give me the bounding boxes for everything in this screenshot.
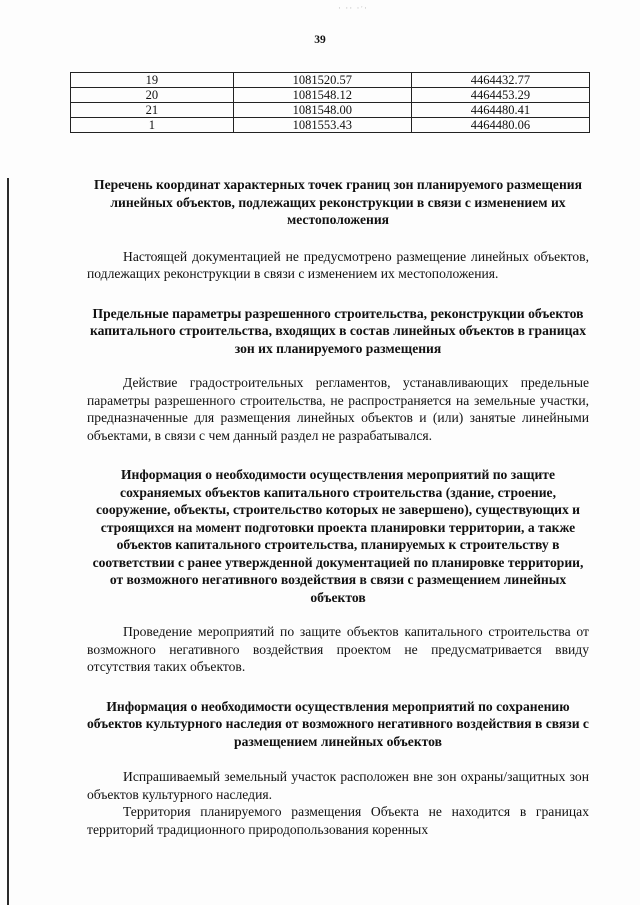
- section-paragraph-heritage: Испрашиваемый земельный участок расположен вне зон охраны/защитных зон объектов культурного наследия.: [87, 769, 589, 802]
- x-coordinate-cell: 1081520.57: [233, 73, 411, 88]
- x-coordinate-cell: 1081548.12: [233, 88, 411, 103]
- point-cell: 19: [71, 73, 234, 88]
- table-row: [71, 88, 590, 103]
- section-heading-coordinates: Перечень координат характерных точек границ зон планируемого размещения линейных объектов, подлежащих реконструкции в связи с изменением их местоположения: [94, 177, 582, 227]
- section-heading-parameters: Предельные параметры разрешенного строительства, реконструкции объектов капитального строительства, входящих в состав линейных объектов в границах зон их планируемого размещения: [89, 305, 587, 356]
- section-paragraph-coordinates: Настоящей документацией не предусмотрено размещение линейных объектов, подлежащих реконструкции в связи с изменением их местоположения.: [87, 248, 589, 281]
- section-heading-protection: Информация о необходимости осуществления мероприятий по защите сохраняемых объектов капитального строительства (здание, строение, сооружение, объекты, строительство которых не завершено), существующих и строящихся на момент подготовки проекта планировки территории, а также объектов капитального строительства, планируемых к строительству в соответствии с ранее утвержденной документацией по планировке территории, от возможного негативного воздействия в связи с размещением линейных объектов: [92, 467, 584, 605]
- y-coordinate-cell: 4464453.29: [411, 88, 589, 103]
- point-cell: 21: [71, 103, 234, 118]
- x-coordinate-cell: 1081548.00: [233, 103, 411, 118]
- y-coordinate-cell: 4464480.06: [411, 118, 589, 133]
- section-paragraph-heritage-continued: Территория планируемого размещения Объекта не находится в границах территорий традиционного природопользования коренных: [87, 804, 589, 837]
- point-cell: 20: [71, 88, 234, 103]
- margin-line: [7, 178, 9, 905]
- section-heading-heritage: Информация о необходимости осуществления мероприятий по сохранению объектов культурного наследия от возможного негативного воздействия в связи с размещением линейных объектов: [87, 698, 589, 749]
- table-row: [71, 103, 590, 118]
- x-coordinate-cell: 1081553.43: [233, 118, 411, 133]
- scan-artifact: · ·· ·ˑ·: [338, 3, 368, 13]
- table-row: [71, 73, 590, 88]
- coordinates-table: [70, 72, 590, 133]
- table-row: [71, 118, 590, 133]
- section-paragraph-parameters: Действие градостроительных регламентов, устанавливающих предельные параметры разрешенного строительства, не распространяется на земельные участки, предназначенные для размещения линейных объектов и (или) занятые линейными объектами, в связи с чем данный раздел не разрабатывался.: [87, 375, 589, 443]
- y-coordinate-cell: 4464432.77: [411, 73, 589, 88]
- document-body: [87, 176, 589, 838]
- point-cell: 1: [71, 118, 234, 133]
- y-coordinate-cell: 4464480.41: [411, 103, 589, 118]
- section-paragraph-protection: Проведение мероприятий по защите объектов капитального строительства от возможного негативного воздействия проектом не предусматривается ввиду отсутствия таких объектов.: [87, 624, 589, 674]
- page-number: 39: [314, 34, 326, 46]
